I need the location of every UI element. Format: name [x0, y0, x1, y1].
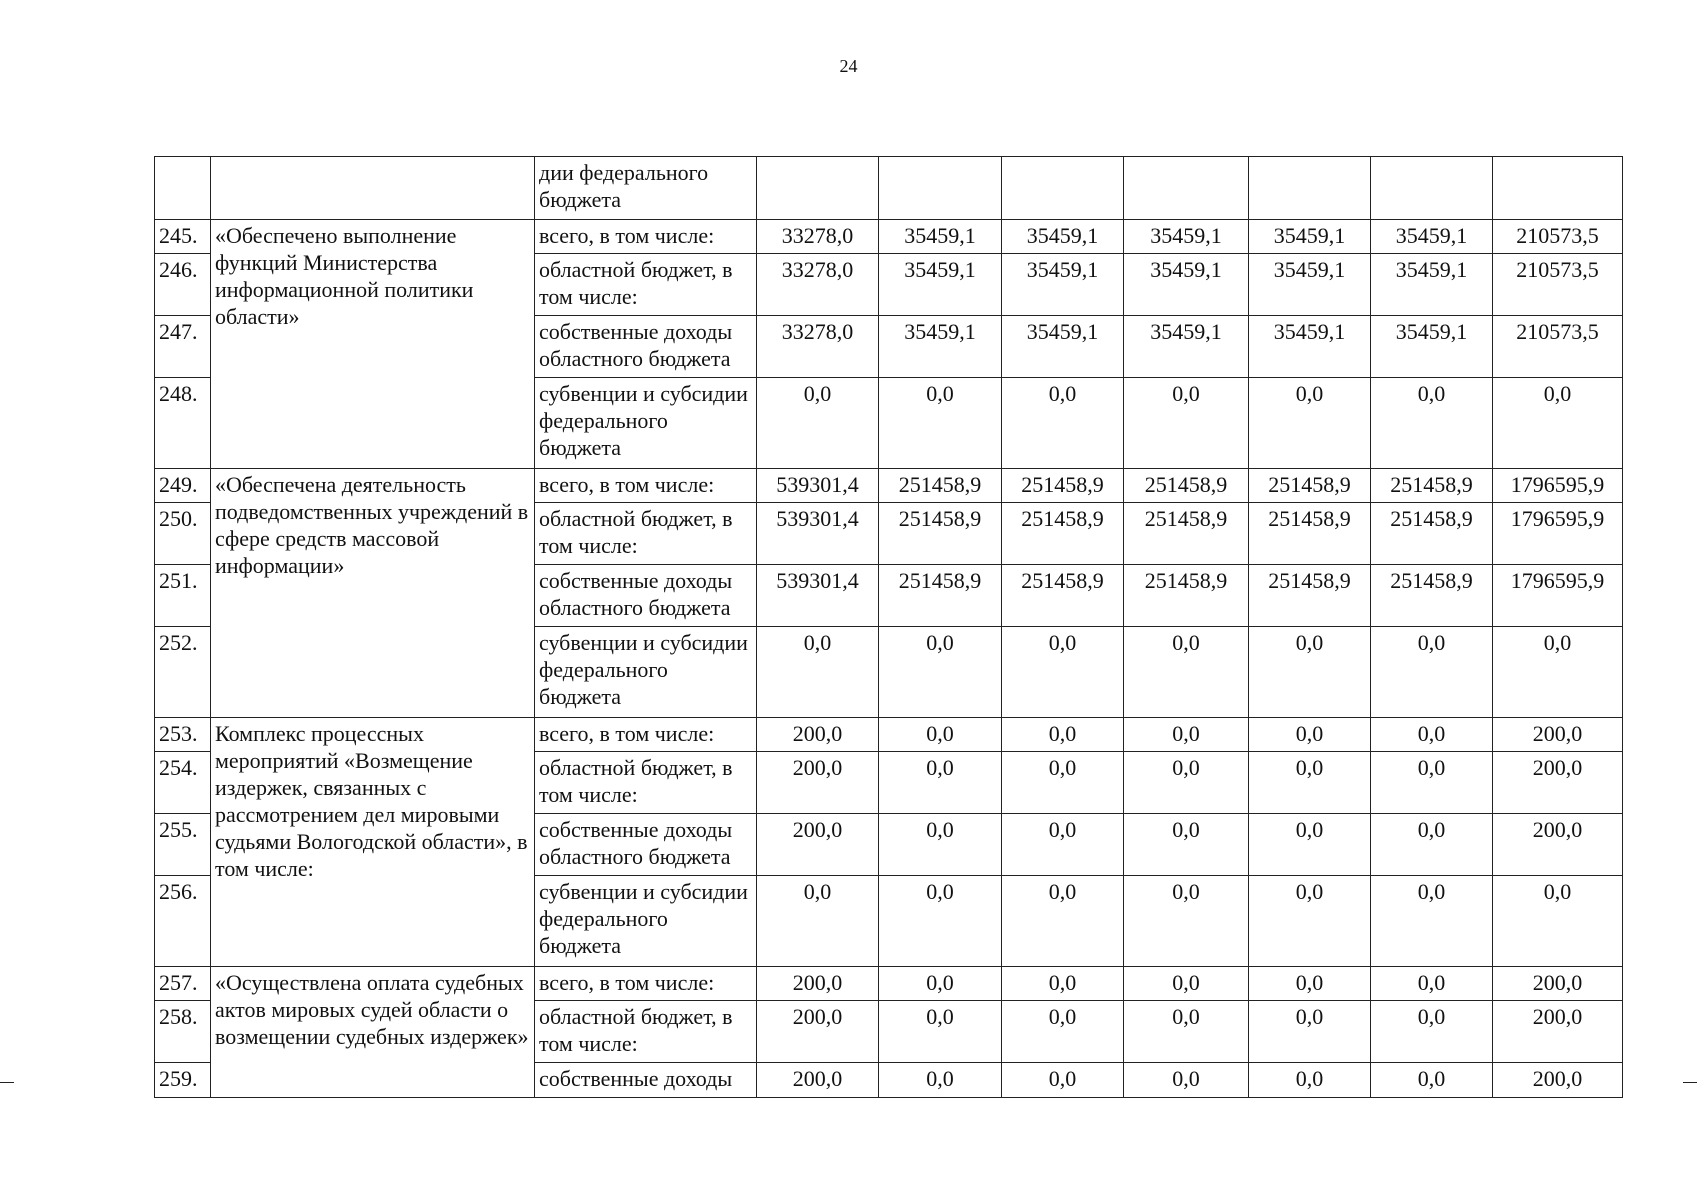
- value-cell: 200,0: [757, 752, 879, 814]
- value-cell: 0,0: [1249, 718, 1371, 752]
- row-number-cell: 249.: [155, 469, 211, 503]
- row-number-cell: 254.: [155, 752, 211, 814]
- row-number-cell: 245.: [155, 220, 211, 254]
- value-cell: [1493, 157, 1623, 220]
- value-cell: 0,0: [1002, 1001, 1124, 1063]
- value-cell: 0,0: [1371, 627, 1493, 718]
- row-number-cell: 259.: [155, 1063, 211, 1098]
- total-value-cell: 0,0: [1493, 627, 1623, 718]
- funding-source-cell: субвенции и субсидии федерального бюджета: [535, 378, 757, 469]
- value-cell: 35459,1: [1002, 316, 1124, 378]
- value-cell: 539301,4: [757, 469, 879, 503]
- value-cell: 251458,9: [1124, 565, 1249, 627]
- row-number-cell: 253.: [155, 718, 211, 752]
- funding-source-cell: областной бюджет, в том числе:: [535, 254, 757, 316]
- funding-source-cell: собственные доходы областного бюджета: [535, 565, 757, 627]
- funding-source-cell: дии федерального бюджета: [535, 157, 757, 220]
- value-cell: 0,0: [1002, 967, 1124, 1001]
- value-cell: [1249, 157, 1371, 220]
- funding-source-cell: областной бюджет, в том числе:: [535, 503, 757, 565]
- funding-source-cell: всего, в том числе:: [535, 469, 757, 503]
- value-cell: 251458,9: [1371, 503, 1493, 565]
- funding-source-cell: всего, в том числе:: [535, 967, 757, 1001]
- total-value-cell: 200,0: [1493, 1063, 1623, 1098]
- value-cell: 0,0: [1371, 378, 1493, 469]
- item-name-cell: Комплекс процессных мероприятий «Возмещение издержек, связанных с рассмотрением дел мировыми судьями Вологодской области», в том числе:: [211, 718, 535, 967]
- value-cell: 35459,1: [1002, 220, 1124, 254]
- value-cell: [1371, 157, 1493, 220]
- value-cell: 0,0: [1124, 1001, 1249, 1063]
- total-value-cell: 1796595,9: [1493, 503, 1623, 565]
- margin-mark-right: [1683, 1082, 1697, 1083]
- value-cell: 0,0: [757, 876, 879, 967]
- total-value-cell: 200,0: [1493, 752, 1623, 814]
- value-cell: 0,0: [1249, 752, 1371, 814]
- value-cell: 0,0: [1002, 627, 1124, 718]
- value-cell: 0,0: [1124, 967, 1249, 1001]
- value-cell: 251458,9: [1002, 565, 1124, 627]
- value-cell: 0,0: [1371, 1063, 1493, 1098]
- margin-mark-left: [0, 1082, 14, 1083]
- value-cell: 35459,1: [1249, 316, 1371, 378]
- total-value-cell: 0,0: [1493, 876, 1623, 967]
- value-cell: 0,0: [1371, 967, 1493, 1001]
- budget-table: [154, 156, 1623, 1098]
- value-cell: 251458,9: [1249, 565, 1371, 627]
- row-number-cell: 257.: [155, 967, 211, 1001]
- value-cell: 0,0: [1249, 1001, 1371, 1063]
- value-cell: 35459,1: [1371, 316, 1493, 378]
- total-value-cell: 200,0: [1493, 718, 1623, 752]
- value-cell: 0,0: [1249, 627, 1371, 718]
- value-cell: 0,0: [879, 814, 1002, 876]
- table-row: [155, 220, 1623, 254]
- value-cell: 0,0: [1249, 1063, 1371, 1098]
- value-cell: 0,0: [879, 752, 1002, 814]
- value-cell: [757, 157, 879, 220]
- row-number-cell: [155, 157, 211, 220]
- value-cell: 0,0: [1124, 814, 1249, 876]
- value-cell: 0,0: [1124, 1063, 1249, 1098]
- value-cell: 0,0: [879, 1001, 1002, 1063]
- value-cell: 0,0: [1002, 1063, 1124, 1098]
- value-cell: 0,0: [1249, 814, 1371, 876]
- item-name-cell: «Обеспечено выполнение функций Министерства информационной политики области»: [211, 220, 535, 469]
- value-cell: 35459,1: [1124, 220, 1249, 254]
- value-cell: [879, 157, 1002, 220]
- row-number-cell: 250.: [155, 503, 211, 565]
- item-name-cell: «Обеспечена деятельность подведомственных учреждений в сфере средств массовой информации»: [211, 469, 535, 718]
- value-cell: [1124, 157, 1249, 220]
- value-cell: 0,0: [1002, 814, 1124, 876]
- value-cell: 35459,1: [879, 220, 1002, 254]
- value-cell: 200,0: [757, 1001, 879, 1063]
- value-cell: 35459,1: [1124, 316, 1249, 378]
- value-cell: 0,0: [1249, 378, 1371, 469]
- value-cell: 0,0: [879, 876, 1002, 967]
- row-number-cell: 246.: [155, 254, 211, 316]
- value-cell: 0,0: [1002, 718, 1124, 752]
- total-value-cell: 200,0: [1493, 1001, 1623, 1063]
- value-cell: 251458,9: [1002, 469, 1124, 503]
- funding-source-cell: собственные доходы областного бюджета: [535, 316, 757, 378]
- value-cell: 200,0: [757, 1063, 879, 1098]
- funding-source-cell: всего, в том числе:: [535, 220, 757, 254]
- value-cell: 0,0: [1124, 378, 1249, 469]
- total-value-cell: 1796595,9: [1493, 469, 1623, 503]
- funding-source-cell: собственные доходы областного бюджета: [535, 814, 757, 876]
- value-cell: 0,0: [1124, 627, 1249, 718]
- row-number-cell: 258.: [155, 1001, 211, 1063]
- value-cell: 35459,1: [879, 254, 1002, 316]
- value-cell: 33278,0: [757, 254, 879, 316]
- total-value-cell: 210573,5: [1493, 220, 1623, 254]
- funding-source-cell: субвенции и субсидии федерального бюджета: [535, 627, 757, 718]
- value-cell: 0,0: [879, 627, 1002, 718]
- row-number-cell: 252.: [155, 627, 211, 718]
- row-number-cell: 251.: [155, 565, 211, 627]
- value-cell: [1002, 157, 1124, 220]
- value-cell: 0,0: [1371, 814, 1493, 876]
- value-cell: 0,0: [879, 1063, 1002, 1098]
- value-cell: 0,0: [879, 378, 1002, 469]
- funding-source-cell: областной бюджет, в том числе:: [535, 752, 757, 814]
- value-cell: 0,0: [1249, 967, 1371, 1001]
- funding-source-cell: областной бюджет, в том числе:: [535, 1001, 757, 1063]
- value-cell: 0,0: [1371, 1001, 1493, 1063]
- page-number: 24: [839, 56, 858, 76]
- value-cell: 0,0: [1124, 752, 1249, 814]
- row-number-cell: 247.: [155, 316, 211, 378]
- total-value-cell: 200,0: [1493, 967, 1623, 1001]
- value-cell: 0,0: [1371, 876, 1493, 967]
- value-cell: 35459,1: [879, 316, 1002, 378]
- total-value-cell: 200,0: [1493, 814, 1623, 876]
- funding-source-cell: всего, в том числе:: [535, 718, 757, 752]
- value-cell: 539301,4: [757, 565, 879, 627]
- value-cell: 251458,9: [1249, 469, 1371, 503]
- row-number-cell: 256.: [155, 876, 211, 967]
- value-cell: 0,0: [1371, 752, 1493, 814]
- value-cell: 200,0: [757, 814, 879, 876]
- value-cell: 200,0: [757, 718, 879, 752]
- row-number-cell: 255.: [155, 814, 211, 876]
- total-value-cell: 210573,5: [1493, 316, 1623, 378]
- value-cell: 539301,4: [757, 503, 879, 565]
- value-cell: 0,0: [1002, 752, 1124, 814]
- value-cell: 0,0: [1002, 378, 1124, 469]
- value-cell: 33278,0: [757, 316, 879, 378]
- total-value-cell: 0,0: [1493, 378, 1623, 469]
- row-number-cell: 248.: [155, 378, 211, 469]
- value-cell: 35459,1: [1249, 220, 1371, 254]
- value-cell: 251458,9: [879, 469, 1002, 503]
- total-value-cell: 1796595,9: [1493, 565, 1623, 627]
- value-cell: 0,0: [1249, 876, 1371, 967]
- value-cell: 35459,1: [1002, 254, 1124, 316]
- value-cell: 200,0: [757, 967, 879, 1001]
- funding-source-cell: собственные доходы: [535, 1063, 757, 1098]
- value-cell: 33278,0: [757, 220, 879, 254]
- item-name-cell: [211, 157, 535, 220]
- value-cell: 251458,9: [1124, 503, 1249, 565]
- value-cell: 35459,1: [1371, 220, 1493, 254]
- value-cell: 0,0: [757, 627, 879, 718]
- value-cell: 251458,9: [1124, 469, 1249, 503]
- value-cell: 251458,9: [1371, 469, 1493, 503]
- value-cell: 0,0: [1124, 876, 1249, 967]
- value-cell: 0,0: [879, 718, 1002, 752]
- value-cell: 0,0: [1002, 876, 1124, 967]
- total-value-cell: 210573,5: [1493, 254, 1623, 316]
- funding-source-cell: субвенции и субсидии федерального бюджета: [535, 876, 757, 967]
- item-name-cell: «Осуществлена оплата судебных актов мировых судей области о возмещении судебных издержек»: [211, 967, 535, 1098]
- continuation-row: [155, 157, 1623, 220]
- value-cell: 251458,9: [1371, 565, 1493, 627]
- value-cell: 35459,1: [1371, 254, 1493, 316]
- value-cell: 35459,1: [1249, 254, 1371, 316]
- value-cell: 251458,9: [1002, 503, 1124, 565]
- table-body: [155, 157, 1623, 1098]
- table-row: [155, 469, 1623, 503]
- value-cell: 35459,1: [1124, 254, 1249, 316]
- value-cell: 251458,9: [879, 503, 1002, 565]
- value-cell: 0,0: [1124, 718, 1249, 752]
- value-cell: 0,0: [879, 967, 1002, 1001]
- table-row: [155, 718, 1623, 752]
- value-cell: 0,0: [757, 378, 879, 469]
- value-cell: 251458,9: [879, 565, 1002, 627]
- value-cell: 0,0: [1371, 718, 1493, 752]
- table-row: [155, 967, 1623, 1001]
- value-cell: 251458,9: [1249, 503, 1371, 565]
